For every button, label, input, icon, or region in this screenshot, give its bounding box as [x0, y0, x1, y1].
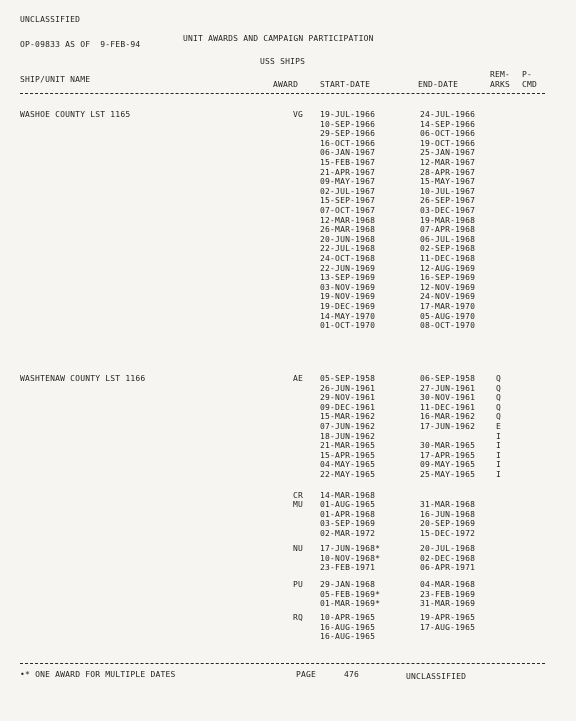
end-date: 20-JUL-1968 — [420, 544, 476, 553]
start-date: 14-MAY-1970 — [320, 311, 376, 321]
end-date: 19-APR-1965 — [420, 613, 476, 622]
remarks-code: Q — [496, 374, 502, 383]
start-date: 21-MAR-1965 — [320, 441, 376, 451]
page-number: 476 — [344, 670, 360, 679]
end-date: 20-SEP-1969 — [420, 519, 476, 529]
end-date: 17-AUG-1965 — [420, 622, 476, 632]
end-date: 03-DEC-1967 — [420, 206, 476, 215]
remarks-code: Q — [496, 412, 502, 422]
end-date: 06-SEP-1958 — [420, 374, 476, 383]
header-divider — [20, 93, 545, 94]
report-title: UNIT AWARDS AND CAMPAIGN PARTICIPATION — [183, 34, 374, 43]
end-date: 11-DEC-1961 — [420, 402, 476, 412]
start-date: 10-APR-1965 — [320, 613, 376, 622]
start-date: 09-MAY-1967 — [320, 177, 376, 187]
start-date: 07-JUN-1962 — [320, 422, 376, 431]
col-remarks-top: REM- — [490, 70, 511, 79]
end-date: 10-JUL-1967 — [420, 186, 476, 196]
end-date: 11-DEC-1968 — [420, 254, 476, 263]
remarks-code: Q — [496, 383, 502, 393]
page-label: PAGE — [296, 670, 317, 679]
award-code: VG — [293, 110, 304, 119]
start-date: 10-NOV-1968* — [320, 553, 381, 563]
end-date: 15-DEC-1972 — [420, 528, 476, 538]
col-remarks-bottom: ARKS — [490, 80, 511, 89]
start-date: 07-OCT-1967 — [320, 206, 376, 215]
col-pcmd-top: P- — [522, 70, 533, 79]
end-date: 12-MAR-1967 — [420, 158, 476, 167]
col-ship-name: SHIP/UNIT NAME — [20, 75, 91, 84]
end-date: 31-MAR-1969 — [420, 599, 476, 609]
remarks-code: I — [496, 441, 502, 451]
award-code: PU — [293, 580, 304, 589]
end-date: 24-NOV-1969 — [420, 292, 476, 302]
remarks-code: I — [496, 450, 502, 460]
start-date: 22-JUL-1968 — [320, 244, 376, 254]
end-date: 02-SEP-1968 — [420, 244, 476, 254]
remarks-code: I — [496, 460, 502, 470]
end-date: 17-APR-1965 — [420, 450, 476, 460]
start-date: 06-JAN-1967 — [320, 148, 376, 158]
start-date: 29-SEP-1966 — [320, 129, 376, 139]
footnote-text: * ONE AWARD FOR MULTIPLE DATES — [25, 670, 176, 679]
award-code: AE — [293, 374, 304, 383]
start-date: 26-JUN-1961 — [320, 383, 376, 393]
col-award: AWARD — [273, 80, 299, 89]
classification-top: UNCLASSIFIED — [20, 15, 81, 24]
end-date: 07-APR-1968 — [420, 225, 476, 235]
start-date: 21-APR-1967 — [320, 167, 376, 177]
start-date: 01-AUG-1965 — [320, 500, 376, 509]
ship-name: WASHTENAW COUNTY LST 1166 — [20, 374, 146, 383]
start-date: 22-JUN-1969 — [320, 263, 376, 273]
start-date: 15-SEP-1967 — [320, 196, 376, 206]
end-date: 09-MAY-1965 — [420, 460, 476, 470]
end-date: 17-MAR-1970 — [420, 302, 476, 311]
start-date: 01-MAR-1969* — [320, 599, 381, 609]
start-date: 12-MAR-1968 — [320, 215, 376, 225]
start-date: 16-AUG-1965 — [320, 622, 376, 632]
start-date: 03-SEP-1969 — [320, 519, 376, 529]
footer-divider — [20, 663, 545, 664]
start-date: 18-JUN-1962 — [320, 431, 376, 441]
end-date: 06-OCT-1966 — [420, 129, 476, 139]
start-date: 05-SEP-1958 — [320, 374, 376, 383]
end-date: 19-OCT-1966 — [420, 138, 476, 148]
end-date: 02-DEC-1968 — [420, 553, 476, 563]
footnote: •* ONE AWARD FOR MULTIPLE DATES — [20, 670, 176, 679]
end-date: 17-JUN-1962 — [420, 422, 476, 431]
end-date: 04-MAR-1968 — [420, 580, 476, 589]
remarks-code: I — [496, 431, 502, 441]
award-code: RQ — [293, 613, 304, 622]
start-date: 01-APR-1968 — [320, 509, 376, 519]
end-date: 15-MAY-1967 — [420, 177, 476, 187]
start-date: 22-MAY-1965 — [320, 470, 376, 479]
start-date: 03-NOV-1969 — [320, 282, 376, 292]
col-pcmd-bottom: CMD — [522, 80, 538, 89]
start-date: 04-MAY-1965 — [320, 460, 376, 470]
start-date: 20-JUN-1968 — [320, 234, 376, 244]
end-date: 06-JUL-1968 — [420, 234, 476, 244]
start-date: 09-DEC-1961 — [320, 402, 376, 412]
start-date: 14-MAR-1968 — [320, 491, 376, 500]
start-date: 16-AUG-1965 — [320, 632, 376, 642]
end-date: 28-APR-1967 — [420, 167, 476, 177]
end-date: 16-MAR-1962 — [420, 412, 476, 422]
award-code: CR — [293, 491, 304, 500]
end-date: 26-SEP-1967 — [420, 196, 476, 206]
end-date: 16-SEP-1969 — [420, 273, 476, 283]
award-code: MU — [293, 500, 304, 509]
end-date: 08-OCT-1970 — [420, 321, 476, 331]
end-date: 24-JUL-1966 — [420, 110, 476, 119]
end-date: 25-MAY-1965 — [420, 470, 476, 479]
ship-name: WASHOE COUNTY LST 1165 — [20, 110, 131, 119]
col-end-date: END-DATE — [418, 80, 459, 89]
start-date: 13-SEP-1969 — [320, 273, 376, 283]
end-date: 27-JUN-1961 — [420, 383, 476, 393]
end-date: 12-NOV-1969 — [420, 282, 476, 292]
end-date: 14-SEP-1966 — [420, 119, 476, 129]
start-date: 10-SEP-1966 — [320, 119, 376, 129]
report-subtitle: USS SHIPS — [260, 57, 306, 66]
end-date: 06-APR-1971 — [420, 563, 476, 573]
end-date: 25-JAN-1967 — [420, 148, 476, 158]
start-date: 16-OCT-1966 — [320, 138, 376, 148]
start-date: 26-MAR-1968 — [320, 225, 376, 235]
start-date: 17-JUN-1968* — [320, 544, 381, 553]
end-date: 16-JUN-1968 — [420, 509, 476, 519]
end-date: 31-MAR-1968 — [420, 500, 476, 509]
classification-bottom: UNCLASSIFIED — [406, 672, 467, 681]
end-date: 05-AUG-1970 — [420, 311, 476, 321]
start-date: 02-JUL-1967 — [320, 186, 376, 196]
start-date: 29-JAN-1968 — [320, 580, 376, 589]
remarks-code: I — [496, 470, 502, 479]
remarks-code: E — [496, 422, 502, 431]
end-date: 30-NOV-1961 — [420, 393, 476, 403]
start-date: 29-NOV-1961 — [320, 393, 376, 403]
start-date: 19-JUL-1966 — [320, 110, 376, 119]
start-date: 01-OCT-1970 — [320, 321, 376, 331]
start-date: 02-MAR-1972 — [320, 528, 376, 538]
award-code: NU — [293, 544, 304, 553]
start-date: 15-APR-1965 — [320, 450, 376, 460]
start-date: 19-DEC-1969 — [320, 302, 376, 311]
start-date: 15-FEB-1967 — [320, 158, 376, 167]
end-date: 30-MAR-1965 — [420, 441, 476, 451]
start-date: 15-MAR-1962 — [320, 412, 376, 422]
remarks-code: Q — [496, 393, 502, 403]
end-date: 23-FEB-1969 — [420, 589, 476, 599]
col-start-date: START-DATE — [320, 80, 371, 89]
start-date: 19-NOV-1969 — [320, 292, 376, 302]
start-date: 23-FEB-1971 — [320, 563, 376, 573]
end-date: 12-AUG-1969 — [420, 263, 476, 273]
remarks-code: Q — [496, 402, 502, 412]
report-id: OP-09833 AS OF 9-FEB-94 — [20, 40, 141, 49]
end-date: 19-MAR-1968 — [420, 215, 476, 225]
start-date: 05-FEB-1969* — [320, 589, 381, 599]
start-date: 24-OCT-1968 — [320, 254, 376, 263]
